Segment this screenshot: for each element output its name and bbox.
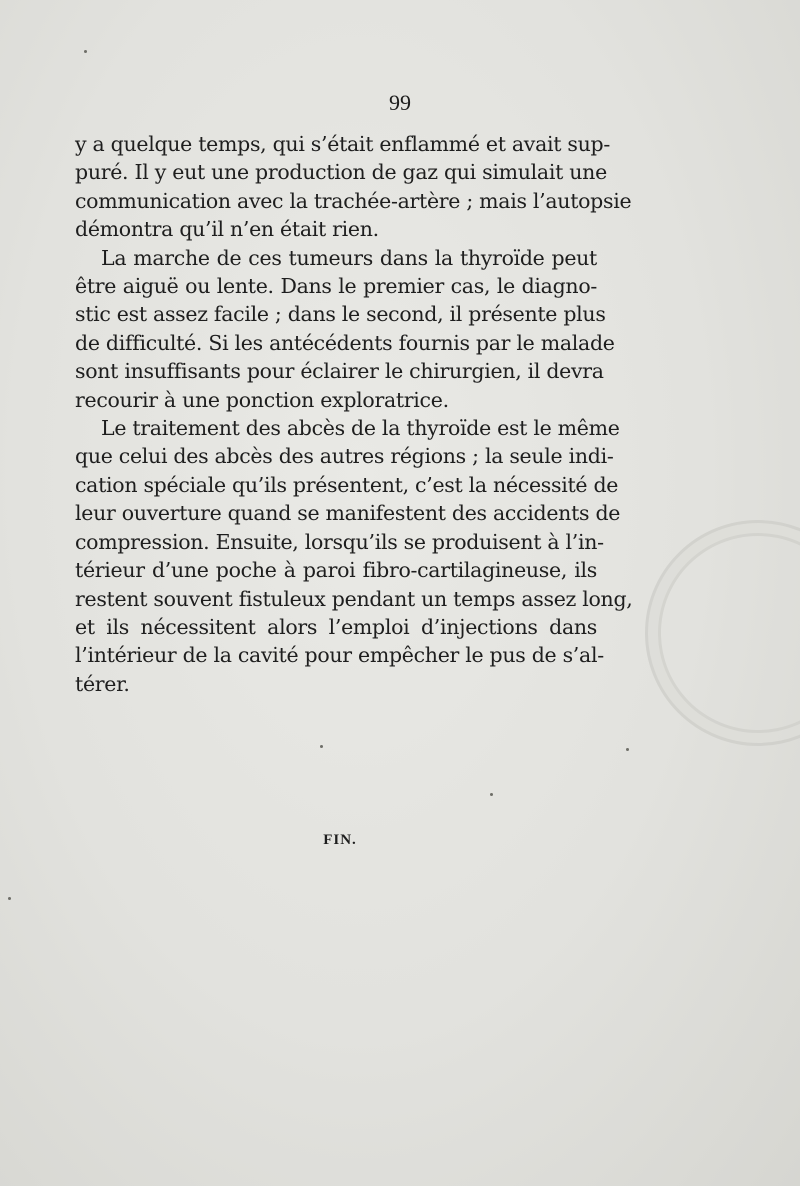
text-line: Le traitement des abcès de la thyroïde est le même <box>101 416 620 441</box>
text-line: restent souvent fistuleux pendant un temps assez long, <box>75 586 633 611</box>
text-line: que celui des abcès des autres régions ; la seule indi- <box>75 444 614 469</box>
text-line: cation spéciale qu’ils présentent, c’est la nécessité de <box>75 472 619 497</box>
text-line: être aiguë ou lente. Dans le premier cas, le diagno- <box>75 274 597 299</box>
paragraph-3 <box>75 414 633 698</box>
text-line: l’intérieur de la cavité pour empêcher le pus de s’al- <box>75 643 604 668</box>
text-line: sont insuffisants pour éclairer le chirurgien, il devra <box>75 359 604 384</box>
paragraph-2 <box>75 244 615 414</box>
text-line: y a quelque temps, qui s’était enflammé et avait sup- <box>75 132 610 156</box>
paragraph-1 <box>75 130 632 244</box>
body-text <box>75 130 633 698</box>
library-stamp-showthrough <box>645 520 800 746</box>
text-line: La marche de ces tumeurs dans la thyroïde peut <box>101 245 597 270</box>
end-mark: FIN. <box>323 832 357 848</box>
text-line: puré. Il y eut une production de gaz qui simulait une <box>75 160 607 185</box>
text-line: stic est assez facile ; dans le second, il présente plus <box>75 302 606 327</box>
paper-speck <box>8 897 11 900</box>
text-line: térer. <box>75 671 130 696</box>
text-line: térieur d’une poche à paroi fibro-cartilagineuse, ils <box>75 558 597 583</box>
text-line: recourir à une ponction exploratrice. <box>75 387 449 412</box>
page-number: 99 <box>389 90 411 115</box>
text-line: démontra qu’il n’en était rien. <box>75 217 379 242</box>
paper-speck <box>490 793 493 796</box>
paper-speck <box>84 50 87 53</box>
text-line: leur ouverture quand se manifestent des accidents de <box>75 501 621 526</box>
text-line: compression. Ensuite, lorsqu’ils se produisent à l’in- <box>75 529 604 554</box>
text-line: communication avec la trachée-artère ; mais l’autopsie <box>75 188 632 213</box>
text-line: et ils nécessitent alors l’emploi d’injections dans <box>75 614 597 639</box>
paper-speck <box>320 745 323 748</box>
paper-speck <box>626 748 629 751</box>
text-line: de difficulté. Si les antécédents fournis par le malade <box>75 330 615 355</box>
